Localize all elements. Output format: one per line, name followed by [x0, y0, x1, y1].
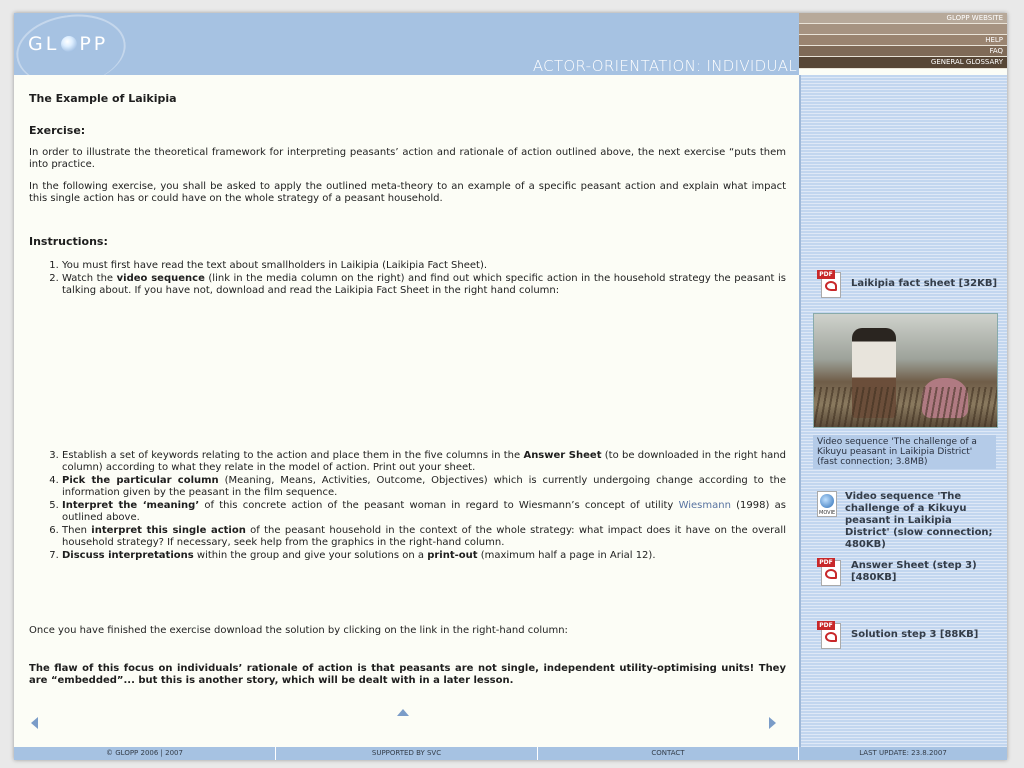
glopp-logo[interactable] [28, 33, 108, 55]
video-fast-link[interactable]: Video sequence 'The challenge of a Kikuyu peasant in Laikipia District' (fast connection; 3.8MB) [813, 435, 996, 469]
step-5-bold: Interpret the ‘meaning’ [62, 500, 200, 511]
step-7-bold: Discuss interpretations [62, 550, 194, 561]
menu-glopp-website[interactable]: GLOPP WEBSITE [799, 13, 1007, 24]
footer-contact[interactable]: CONTACT [538, 747, 799, 760]
after-exercise-paragraph: Once you have finished the exercise download the solution by clicking on the link in the right-hand column: [29, 625, 568, 636]
media-sidebar [799, 75, 1007, 747]
step-5-rest: (1998) as outlined above. [62, 500, 786, 523]
footer-copyright: © GLOPP 2006 | 2007 [14, 747, 276, 760]
logo-text-left: GL [28, 33, 60, 55]
step-5 [62, 500, 786, 524]
laikipia-fact-sheet-link[interactable] [817, 270, 997, 298]
step-2-rest: (link in the media column on the right) and find out which specific action in the household strategy the peasant is talking about. If you have not, download and read the Laikipia Fact Sheet in the right hand column: [62, 273, 786, 296]
exercise-paragraph-1: In order to illustrate the theoretical framework for interpreting peasants’ action and rationale of action outlined above, the next exercise “puts them into practice. [29, 147, 786, 170]
menu-general-glossary[interactable]: GENERAL GLOSSARY [799, 57, 1007, 69]
step-2-bold: video sequence [116, 273, 205, 284]
video-thumbnail[interactable] [813, 313, 998, 428]
step-7-rest: (maximum half a page in Arial 12). [477, 550, 656, 561]
closing-paragraph: The flaw of this focus on individuals’ rationale of action is that peasants are not single, independent utility-optimising units! They are “embedded”... but this is another story, which will be dealt with in a later lesson. [29, 663, 786, 686]
pdf-tag: PDF [817, 558, 835, 567]
video-slow-link[interactable] [817, 491, 997, 551]
step-3-rest: (to be downloaded in the right hand column) according to what they relate in the model of action. Print out your sheet. [62, 450, 786, 473]
logo-text-right: PP [79, 33, 109, 55]
page-title: The Example of Laikipia [29, 92, 177, 105]
fact-sheet-label: Laikipia fact sheet [32KB] [851, 278, 998, 289]
previous-page-arrow-icon[interactable] [31, 717, 38, 729]
step-7-bold-2: print-out [427, 550, 478, 561]
step-3-bold: Answer Sheet [523, 450, 602, 461]
menu-blank [799, 24, 1007, 35]
next-page-arrow-icon[interactable] [769, 717, 776, 729]
pdf-icon [817, 558, 843, 586]
page-top-arrow-icon[interactable] [397, 709, 409, 716]
answer-sheet-link[interactable] [817, 558, 997, 586]
globe-icon [61, 36, 77, 52]
step-4-rest: (Meaning, Means, Activities, Outcome, Objectives) which is currently undergoing change according to the information given by the peasant in the film sequence. [62, 475, 786, 498]
footer-supported[interactable]: SUPPORTED BY SVC [276, 747, 538, 760]
menu-faq[interactable]: FAQ [799, 46, 1007, 57]
page-frame [14, 13, 1007, 760]
step-3 [62, 450, 786, 474]
exercise-heading: Exercise: [29, 124, 86, 137]
step-6-bold: interpret this single action [91, 525, 246, 536]
pdf-tag: PDF [817, 621, 835, 630]
after-exercise [29, 625, 786, 647]
solution-label: Solution step 3 [88KB] [851, 629, 979, 640]
instructions-heading: Instructions: [29, 235, 108, 248]
main-content [29, 92, 786, 686]
closing [29, 663, 786, 697]
step-7 [62, 550, 786, 562]
exercise-paragraph-2: In the following exercise, you shall be asked to apply the outlined meta-theory to an example of a specific peasant action and explain what impact this single action has or could have on the whole strategy of a peasant household. [29, 181, 786, 204]
footer-last-update: LAST UPDATE: 23.8.2007 [859, 749, 947, 757]
video-slow-label: Video sequence 'The challenge of a Kikuyu peasant in Laikipia District' (slow connection; 480KB) [845, 491, 993, 550]
pdf-tag: PDF [817, 270, 835, 279]
pdf-icon [817, 270, 843, 298]
bottom-navigation [14, 709, 799, 731]
pdf-icon [817, 621, 843, 649]
step-2-text: Watch the [62, 273, 117, 284]
answer-sheet-label: Answer Sheet (step 3) [480KB] [851, 560, 977, 583]
top-menu [799, 13, 1007, 75]
wiesmann-link[interactable]: Wiesmann [678, 500, 731, 511]
section-title: ACTOR-ORIENTATION: INDIVIDUAL [532, 57, 797, 75]
step-1: 1. You must first have read the text about smallholders in Laikipia (Laikipia Fact Sheet). [62, 260, 786, 272]
quicktime-movie-icon [817, 491, 839, 519]
step-4 [62, 475, 786, 499]
step-4-bold: Pick the particular column [62, 475, 219, 486]
instructions-continued [29, 450, 786, 563]
instructions [29, 236, 786, 298]
steps-list-part2 [29, 450, 786, 562]
step-6 [62, 525, 786, 549]
step-5-text: of this concrete action of the peasant woman in regard to Wiesmann’s concept of utility [199, 500, 679, 511]
step-7-text: within the group and give your solutions on a [193, 550, 428, 561]
video-grass [814, 387, 997, 427]
step-6-rest: of the peasant household in the context of the whole strategy: what impact does it have on the overall household strategy? If necessary, seek help from the graphics in the right-hand column. [62, 525, 786, 548]
menu-help[interactable]: HELP [799, 35, 1007, 46]
steps-list-part1 [29, 260, 786, 297]
step-2 [62, 273, 786, 297]
step-3-text: Establish a set of keywords relating to the action and place them in the five columns in the [62, 450, 524, 461]
movie-tag: MOVIE [819, 510, 836, 516]
solution-link[interactable] [817, 621, 978, 649]
header [14, 13, 799, 75]
footer [14, 747, 1007, 760]
step-6-text: Then [62, 525, 92, 536]
